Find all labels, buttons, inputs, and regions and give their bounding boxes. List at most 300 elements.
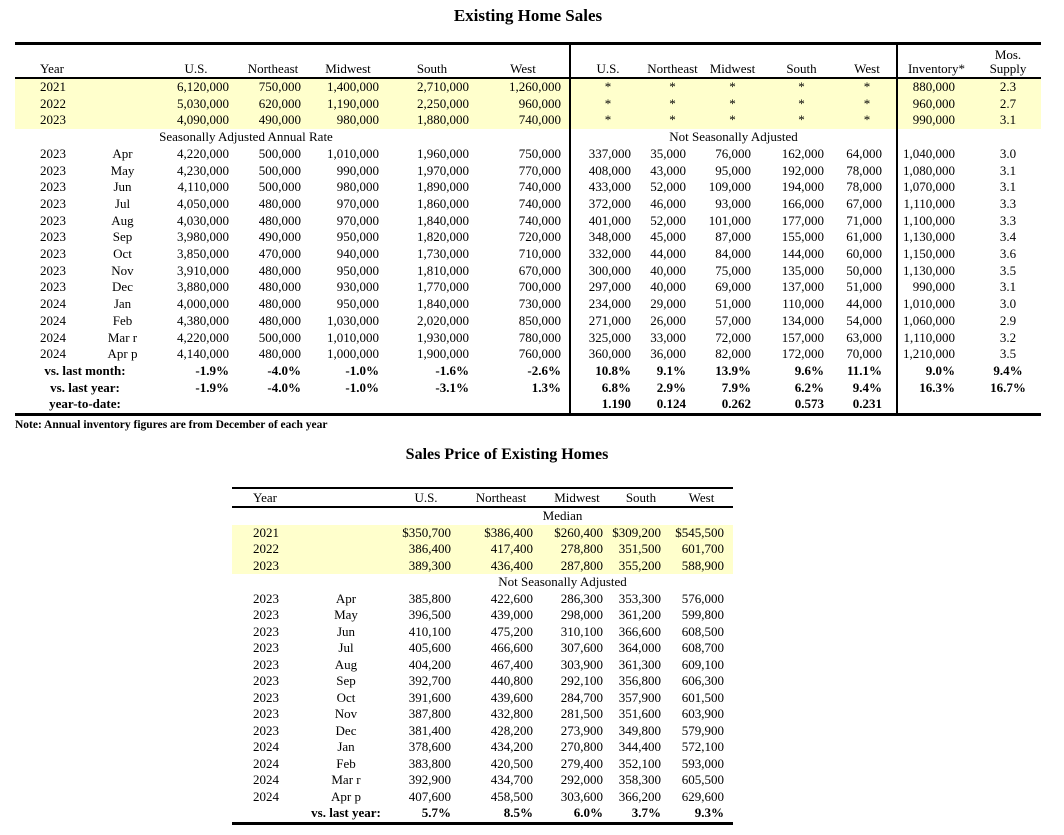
- section-label-row: [232, 574, 733, 591]
- year-cell: 2022: [40, 95, 66, 111]
- year-cell: 2023: [40, 195, 66, 211]
- nsa-south-cell: 137,000: [781, 279, 824, 295]
- midwest-cell: 284,700: [560, 689, 603, 705]
- annual-row: [232, 525, 733, 542]
- south-cell: 364,000: [618, 640, 661, 655]
- column-header-south: South: [612, 488, 670, 507]
- column-header-nsa-us: U.S.: [570, 44, 645, 79]
- saar-northeast-cell: 500,000: [258, 162, 301, 178]
- nsa-south-cell: 166,000: [781, 195, 824, 211]
- us-cell: 407,600: [408, 788, 451, 804]
- mos-supply-cell: [975, 396, 1041, 414]
- year-cell: 2023: [253, 623, 279, 639]
- northeast-cell: 434,200: [490, 739, 533, 754]
- saar-west-cell: 1,260,000: [509, 79, 561, 94]
- column-header-nsa-south: South: [765, 44, 838, 79]
- nsa-south-cell: 135,000: [781, 262, 824, 278]
- northeast-cell: 422,600: [490, 590, 533, 606]
- northeast-cell: 417,400: [490, 541, 533, 556]
- us-cell: 5.7%: [421, 805, 451, 820]
- month-cell: May: [110, 162, 135, 178]
- year-cell: 2024: [40, 312, 66, 328]
- saar-west-cell: 850,000: [518, 312, 561, 328]
- midwest-cell: 292,000: [560, 772, 603, 787]
- nsa-northeast-cell: 52,000: [650, 179, 686, 195]
- nsa-midwest-cell: 72,000: [715, 329, 751, 345]
- nsa-south-cell: *: [798, 112, 805, 128]
- west-cell: 609,100: [681, 656, 724, 672]
- monthly-row: [15, 213, 1041, 230]
- annual-row: [232, 558, 733, 575]
- south-cell: 355,200: [618, 557, 661, 573]
- saar-west-cell: [477, 396, 570, 414]
- monthly-row: [232, 756, 733, 773]
- nsa-west-cell: 11.1%: [846, 362, 882, 378]
- northeast-cell: 420,500: [490, 755, 533, 771]
- saar-midwest-cell: -1.0%: [345, 379, 379, 395]
- saar-northeast-cell: 480,000: [258, 346, 301, 362]
- saar-midwest-cell: -1.0%: [345, 362, 379, 378]
- west-cell: 601,500: [681, 689, 724, 705]
- northeast-cell: 440,800: [490, 673, 533, 688]
- south-cell: 344,400: [618, 739, 661, 754]
- midwest-cell: 270,800: [560, 739, 603, 754]
- month-cell: Nov: [334, 706, 358, 721]
- inventory-cell: 1,040,000: [897, 146, 975, 163]
- nsa-midwest-cell: 0.262: [721, 396, 751, 412]
- saar-west-cell: 780,000: [518, 329, 561, 345]
- nsa-south-cell: 162,000: [781, 145, 824, 161]
- nsa-south-cell: 134,000: [781, 312, 824, 328]
- nsa-northeast-cell: 35,000: [650, 145, 686, 161]
- year-cell: 2023: [40, 212, 66, 228]
- year-cell: 2023: [253, 656, 279, 672]
- column-header-midwest: Midwest: [542, 488, 612, 507]
- midwest-cell: 307,600: [560, 640, 603, 655]
- nsa-west-cell: *: [863, 95, 871, 111]
- west-cell: 606,300: [681, 673, 724, 688]
- summary-label: vs. last month:: [44, 362, 126, 378]
- saar-south-cell: [387, 396, 477, 414]
- mos-supply-cell: 3.4: [999, 229, 1017, 245]
- column-header-saar-south: South: [387, 44, 477, 79]
- nsa-south-cell: *: [798, 79, 805, 94]
- inventory-cell: 1,110,000: [897, 196, 975, 213]
- nsa-midwest-cell: 7.9%: [721, 379, 751, 395]
- column-header-saar-northeast: Northeast: [237, 44, 309, 79]
- year-cell: 2023: [40, 229, 66, 245]
- annual-row: [15, 96, 1041, 113]
- summary-label: vs. last year:: [50, 379, 120, 395]
- year-cell: 2023: [253, 607, 279, 622]
- saar-northeast-cell: 490,000: [258, 229, 301, 245]
- nsa-us-cell: *: [570, 112, 645, 129]
- year-cell: 2023: [253, 557, 279, 573]
- month-cell: Feb: [112, 312, 133, 328]
- nsa-west-cell: 70,000: [846, 346, 882, 362]
- midwest-cell: 273,900: [560, 722, 603, 738]
- northeast-cell: 439,600: [490, 689, 533, 705]
- year-cell: 2023: [253, 689, 279, 705]
- nsa-midwest-cell: *: [729, 112, 736, 128]
- monthly-row: [232, 739, 733, 756]
- saar-us-cell: 4,230,000: [177, 162, 229, 178]
- nsa-northeast-cell: *: [669, 95, 676, 111]
- summary-row: [15, 363, 1041, 380]
- saar-us-cell: 3,980,000: [177, 229, 229, 245]
- us-cell: 381,400: [408, 722, 451, 738]
- annual-row: [15, 78, 1041, 96]
- us-cell: 405,600: [408, 640, 451, 655]
- saar-us-cell: 4,220,000: [177, 329, 229, 345]
- saar-west-cell: 740,000: [518, 195, 561, 211]
- month-cell: Oct: [113, 246, 132, 262]
- year-cell: 2023: [253, 722, 279, 738]
- summary-row: [232, 805, 733, 823]
- nsa-us-cell: 372,000: [570, 196, 645, 213]
- south-cell: 352,100: [618, 755, 661, 771]
- saar-midwest-cell: 950,000: [336, 296, 379, 312]
- nsa-west-cell: 78,000: [846, 179, 882, 195]
- nsa-us-cell: 337,000: [570, 146, 645, 163]
- year-cell: 2023: [40, 162, 66, 178]
- nsa-west-cell: 63,000: [846, 329, 882, 345]
- saar-south-cell: 1,900,000: [417, 346, 469, 362]
- northeast-cell: 436,400: [490, 557, 533, 573]
- saar-south-cell: 1,810,000: [417, 262, 469, 278]
- nsa-west-cell: 9.4%: [852, 379, 882, 395]
- month-cell: Sep: [112, 229, 133, 245]
- west-cell: 608,500: [681, 623, 724, 639]
- saar-northeast-cell: 620,000: [258, 95, 301, 111]
- month-cell: [90, 112, 155, 129]
- nsa-midwest-cell: 76,000: [715, 145, 751, 161]
- nsa-west-cell: 54,000: [846, 312, 882, 328]
- column-header-nsa-west: West: [838, 44, 897, 79]
- nsa-us-cell: 348,000: [570, 229, 645, 246]
- nsa-us-cell: 1.190: [570, 396, 645, 414]
- saar-midwest-cell: 1,190,000: [327, 95, 379, 111]
- monthly-row: [232, 690, 733, 707]
- west-cell: 9.3%: [694, 805, 724, 820]
- us-cell: 385,800: [408, 590, 451, 606]
- mos-supply-cell: 3.1: [999, 112, 1017, 128]
- month-cell: Apr: [335, 590, 357, 606]
- nsa-northeast-cell: 0.124: [656, 396, 686, 412]
- nsa-west-cell: 78,000: [846, 162, 882, 178]
- nsa-west-cell: 44,000: [846, 296, 882, 312]
- west-cell: 599,800: [681, 607, 724, 622]
- nsa-midwest-cell: 75,000: [715, 262, 751, 278]
- saar-midwest-cell: 950,000: [336, 262, 379, 278]
- month-cell: [300, 525, 392, 542]
- spacer-cell: [477, 129, 570, 146]
- nsa-midwest-cell: 82,000: [715, 346, 751, 362]
- year-cell: 2024: [253, 788, 279, 804]
- west-cell: 588,900: [681, 557, 724, 573]
- nsa-west-cell: 51,000: [846, 279, 882, 295]
- column-header-year: Year: [232, 488, 300, 507]
- mos-supply-cell: 3.0: [999, 145, 1017, 161]
- west-cell: 605,500: [681, 772, 724, 787]
- nsa-south-cell: 9.6%: [794, 362, 824, 378]
- spacer-cell: [975, 129, 1041, 146]
- month-cell: [90, 78, 155, 96]
- saar-west-cell: -2.6%: [527, 362, 561, 378]
- saar-south-cell: 1,880,000: [417, 112, 469, 128]
- nsa-northeast-cell: 46,000: [650, 195, 686, 211]
- nsa-us-cell: 401,000: [570, 213, 645, 230]
- summary-label: year-to-date:: [49, 396, 121, 412]
- sales-price-table: [232, 487, 733, 825]
- saar-south-cell: 2,020,000: [417, 312, 469, 328]
- saar-us-cell: -1.9%: [195, 379, 229, 395]
- existing-home-sales-table: [15, 42, 1041, 416]
- inventory-cell: 1,130,000: [897, 263, 975, 280]
- us-cell: 410,100: [408, 623, 451, 639]
- monthly-row: [15, 246, 1041, 263]
- south-cell: 351,600: [618, 706, 661, 721]
- saar-midwest-cell: [309, 396, 387, 414]
- nsa-midwest-cell: 57,000: [715, 312, 751, 328]
- saar-northeast-cell: 480,000: [258, 262, 301, 278]
- saar-us-cell: 4,220,000: [177, 145, 229, 161]
- monthly-row: [232, 706, 733, 723]
- northeast-cell: 458,500: [490, 788, 533, 804]
- annual-row: [232, 541, 733, 558]
- midwest-cell: 6.0%: [573, 805, 603, 820]
- annual-row: [15, 112, 1041, 129]
- month-cell: Aug: [111, 212, 134, 228]
- monthly-row: [232, 772, 733, 789]
- west-cell: 608,700: [681, 640, 724, 655]
- midwest-cell: 292,100: [560, 673, 603, 688]
- inventory-cell: [897, 396, 975, 414]
- saar-us-cell: 3,910,000: [177, 262, 229, 278]
- nsa-northeast-cell: 45,000: [650, 229, 686, 245]
- nsa-northeast-cell: *: [669, 79, 676, 94]
- saar-midwest-cell: 980,000: [336, 112, 379, 128]
- northeast-cell: 475,200: [490, 623, 533, 639]
- saar-midwest-cell: 950,000: [336, 229, 379, 245]
- midwest-cell: 281,500: [560, 706, 603, 721]
- section-label-nsa: Not Seasonally Adjusted: [498, 574, 627, 589]
- west-cell: 593,000: [681, 755, 724, 771]
- saar-northeast-cell: -4.0%: [267, 362, 301, 378]
- column-header-nsa-midwest: Midwest: [700, 44, 765, 79]
- column-header-nsa-northeast: Northeast: [645, 44, 700, 79]
- midwest-cell: 303,900: [560, 656, 603, 672]
- nsa-midwest-cell: 51,000: [715, 296, 751, 312]
- saar-northeast-cell: 470,000: [258, 246, 301, 262]
- spacer-cell: [232, 574, 392, 591]
- monthly-row: [15, 263, 1041, 280]
- nsa-us-cell: 6.8%: [570, 380, 645, 397]
- midwest-cell: 278,800: [560, 541, 603, 556]
- nsa-west-cell: 0.231: [852, 396, 882, 412]
- nsa-us-cell: *: [570, 96, 645, 113]
- us-cell: 383,800: [408, 755, 451, 771]
- saar-south-cell: 1,930,000: [417, 329, 469, 345]
- section-label-nsa: Not Seasonally Adjusted: [570, 129, 897, 146]
- nsa-us-cell: 300,000: [570, 263, 645, 280]
- saar-west-cell: 750,000: [518, 145, 561, 161]
- west-cell: 572,100: [681, 739, 724, 754]
- nsa-south-cell: 177,000: [781, 212, 824, 228]
- month-cell: Dec: [112, 279, 133, 295]
- inventory-cell: 1,080,000: [897, 163, 975, 180]
- inventory-cell: 990,000: [897, 112, 975, 129]
- nsa-south-cell: 0.573: [794, 396, 824, 412]
- year-cell: 2024: [253, 772, 279, 787]
- nsa-northeast-cell: 36,000: [650, 346, 686, 362]
- nsa-us-cell: 332,000: [570, 246, 645, 263]
- nsa-us-cell: 360,000: [570, 346, 645, 363]
- month-cell: Jul: [338, 640, 354, 655]
- mos-supply-cell: 3.5: [999, 346, 1017, 362]
- nsa-south-cell: 194,000: [781, 179, 824, 195]
- nsa-midwest-cell: 93,000: [715, 195, 751, 211]
- table-note: Note: Annual inventory figures are from December of each year: [15, 419, 328, 431]
- saar-northeast-cell: -4.0%: [267, 379, 301, 395]
- us-cell: 378,600: [408, 739, 451, 754]
- nsa-northeast-cell: 26,000: [650, 312, 686, 328]
- summary-row: [15, 396, 1041, 414]
- nsa-midwest-cell: 69,000: [715, 279, 751, 295]
- nsa-us-cell: 271,000: [570, 313, 645, 330]
- nsa-us-cell: 408,000: [570, 163, 645, 180]
- west-cell: 629,600: [681, 788, 724, 804]
- mos-supply-cell: 3.0: [999, 296, 1017, 312]
- saar-northeast-cell: 490,000: [258, 112, 301, 128]
- nsa-midwest-cell: 13.9%: [715, 362, 751, 378]
- mos-supply-cell: 16.7%: [990, 379, 1026, 395]
- us-cell: 387,800: [408, 706, 451, 721]
- midwest-cell: 298,000: [560, 607, 603, 622]
- month-cell: [300, 541, 392, 558]
- saar-midwest-cell: 970,000: [336, 212, 379, 228]
- monthly-row: [232, 607, 733, 624]
- nsa-south-cell: 172,000: [781, 346, 824, 362]
- monthly-row: [232, 673, 733, 690]
- month-cell: Mar r: [331, 772, 361, 787]
- saar-northeast-cell: 480,000: [258, 312, 301, 328]
- nsa-south-cell: 157,000: [781, 329, 824, 345]
- inventory-cell: 1,060,000: [897, 313, 975, 330]
- monthly-row: [15, 163, 1041, 180]
- mos-supply-cell: 3.1: [999, 162, 1017, 178]
- south-cell: 3.7%: [631, 805, 661, 820]
- column-header-month: [300, 488, 392, 507]
- saar-northeast-cell: 480,000: [258, 279, 301, 295]
- saar-midwest-cell: 1,030,000: [327, 312, 379, 328]
- saar-northeast-cell: 750,000: [258, 79, 301, 94]
- year-cell: 2023: [253, 640, 279, 655]
- nsa-west-cell: *: [863, 79, 871, 94]
- monthly-row: [15, 146, 1041, 163]
- month-cell: Sep: [336, 673, 356, 688]
- northeast-cell: 428,200: [490, 722, 533, 738]
- nsa-south-cell: 155,000: [781, 229, 824, 245]
- year-cell: 2021: [253, 524, 279, 540]
- month-cell: Feb: [336, 755, 356, 771]
- nsa-northeast-cell: 33,000: [650, 329, 686, 345]
- south-cell: 356,800: [618, 673, 661, 688]
- south-cell: 361,300: [618, 656, 661, 672]
- saar-west-cell: 740,000: [518, 179, 561, 195]
- nsa-midwest-cell: *: [729, 79, 736, 94]
- saar-us-cell: 3,880,000: [177, 279, 229, 295]
- monthly-row: [232, 640, 733, 657]
- midwest-cell: 279,400: [560, 755, 603, 771]
- nsa-south-cell: 110,000: [782, 296, 824, 312]
- monthly-row: [15, 330, 1041, 347]
- month-cell: Dec: [335, 722, 357, 738]
- mos-supply-line2: Supply: [989, 61, 1027, 76]
- nsa-west-cell: 60,000: [846, 246, 882, 262]
- saar-west-cell: 1.3%: [531, 379, 561, 395]
- saar-us-cell: 4,380,000: [177, 312, 229, 328]
- nsa-northeast-cell: 2.9%: [656, 379, 686, 395]
- south-cell: 349,800: [618, 722, 661, 738]
- mos-supply-cell: 2.3: [999, 79, 1017, 94]
- year-cell: 2023: [40, 246, 66, 262]
- inventory-cell: 16.3%: [897, 380, 975, 397]
- inventory-cell: 1,150,000: [897, 246, 975, 263]
- monthly-row: [15, 296, 1041, 313]
- month-cell: Apr p: [107, 346, 138, 362]
- nsa-west-cell: 64,000: [846, 145, 882, 161]
- monthly-row: [232, 624, 733, 641]
- northeast-cell: 467,400: [490, 656, 533, 672]
- mos-supply-cell: 3.6: [999, 246, 1017, 262]
- year-cell: 2024: [40, 346, 66, 362]
- month-cell: Jun: [336, 623, 356, 639]
- year-cell: 2023: [40, 145, 66, 161]
- saar-midwest-cell: 970,000: [336, 195, 379, 211]
- month-cell: Oct: [336, 689, 356, 705]
- south-cell: $309,200: [612, 524, 661, 540]
- saar-south-cell: 1,840,000: [417, 296, 469, 312]
- midwest-cell: 303,600: [560, 788, 603, 804]
- mos-supply-cell: 2.9: [999, 312, 1017, 328]
- year-cell: 2023: [40, 179, 66, 195]
- south-cell: 358,300: [618, 772, 661, 787]
- saar-northeast-cell: 480,000: [258, 195, 301, 211]
- us-cell: 391,600: [408, 689, 451, 705]
- nsa-west-cell: 61,000: [846, 229, 882, 245]
- month-cell: May: [334, 607, 358, 622]
- saar-northeast-cell: 500,000: [258, 145, 301, 161]
- nsa-northeast-cell: 29,000: [650, 296, 686, 312]
- nsa-west-cell: 50,000: [846, 262, 882, 278]
- section-label-saar: Seasonally Adjusted Annual Rate: [159, 129, 333, 145]
- year-cell: 2022: [253, 541, 279, 556]
- northeast-cell: 466,600: [490, 640, 533, 655]
- nsa-south-cell: 144,000: [781, 246, 824, 262]
- saar-midwest-cell: 980,000: [336, 179, 379, 195]
- saar-midwest-cell: 940,000: [336, 246, 379, 262]
- nsa-south-cell: 192,000: [781, 162, 824, 178]
- year-cell: 2023: [40, 279, 66, 295]
- saar-midwest-cell: 930,000: [336, 279, 379, 295]
- year-cell: 2024: [253, 755, 279, 771]
- spacer-cell: [897, 129, 975, 146]
- column-header-mos-supply: [975, 44, 1041, 79]
- column-header-west: West: [670, 488, 733, 507]
- nsa-northeast-cell: 52,000: [650, 212, 686, 228]
- nsa-northeast-cell: 40,000: [650, 279, 686, 295]
